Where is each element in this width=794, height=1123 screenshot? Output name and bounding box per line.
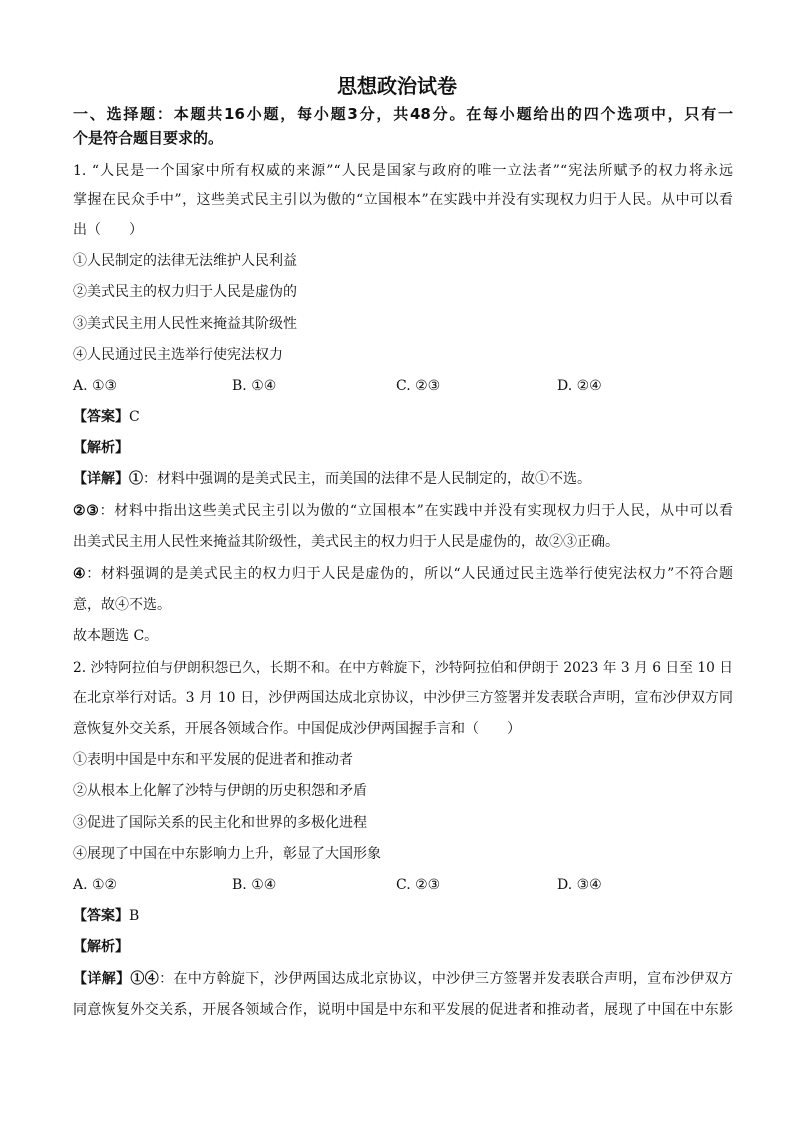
q1-stem-line-1: 1. “人民是一个国家中所有权威的来源”“人民是国家与政府的唯一立法者”“宪法所赋予的权力将永远 bbox=[73, 163, 733, 179]
q1-detail-text-5: 意，故④不选。 bbox=[73, 597, 171, 613]
q2-option-a: A. ①② bbox=[73, 877, 118, 893]
q2-stem-line-1: 2. 沙特阿拉伯与伊朗积怨已久，长期不和。在中方斡旋下，沙特阿拉伯和伊朗于 2023 年 3 月 6 日至 10 日 bbox=[73, 660, 733, 676]
q1-detail-text-4: ：材料强调的是美式民主的权力归于人民是虚伪的，所以“人民通过民主选举行使宪法权力”不符合题 bbox=[86, 566, 733, 582]
q1-detail-text-1: ：材料中强调的是美式民主，而美国的法律不是人民制定的，故①不选。 bbox=[143, 471, 591, 487]
q2-detail-tag-1: 【详解】①④ bbox=[73, 971, 160, 987]
q2-analysis-tag: 【解析】 bbox=[73, 939, 129, 955]
q1-conclusion: 故本题选 C。 bbox=[73, 628, 159, 644]
q1-detail-line-5 bbox=[73, 595, 733, 615]
q2-option-d: D. ③④ bbox=[557, 877, 602, 893]
q1-detail-line-4 bbox=[73, 564, 733, 584]
q1-option-b: B. ①④ bbox=[232, 378, 277, 394]
q1-detail-line-3 bbox=[73, 532, 733, 552]
q2-option-c: C. ②③ bbox=[396, 877, 441, 893]
q2-detail-line-1 bbox=[73, 969, 733, 989]
q2-item-3: ③促进了国际关系的民主化和世界的多极化进程 bbox=[73, 815, 367, 831]
q2-answer-tag: 【答案】 bbox=[73, 908, 129, 924]
q1-detail-line-2 bbox=[73, 501, 733, 521]
q2-option-b: B. ①④ bbox=[232, 877, 277, 893]
q1-detail-line-1 bbox=[73, 469, 733, 489]
q1-stem-line-3: 出（ ） bbox=[73, 222, 143, 238]
q1-detail-tag-1: 【详解】① bbox=[73, 471, 143, 487]
q1-detail-tag-2: ②③ bbox=[73, 503, 100, 519]
q2-detail-text-1: ：在中方斡旋下，沙伊两国达成北京协议，中沙伊三方签署并发表联合声明，宣布沙伊双方 bbox=[159, 971, 734, 987]
q2-answer bbox=[73, 906, 733, 926]
q2-item-4: ④展现了中国在中东影响力上升，彰显了大国形象 bbox=[73, 846, 381, 862]
section-heading-line-1: 一、选择题：本题共16小题，每小题3分，共48分。在每小题给出的四个选项中，只有一 bbox=[73, 105, 733, 123]
q1-option-c: C. ②③ bbox=[396, 378, 441, 394]
q1-detail-text-2: ：材料中指出这些美式民主引以为傲的“立国根本”在实践中并没有实现权力归于人民，从中可以看 bbox=[99, 503, 734, 519]
q1-stem-line-2: 掌握在民众手中”，这些美式民主引以为傲的“立国根本”在实践中并没有实现权力归于人民。从中可以看 bbox=[73, 192, 733, 208]
q2-stem-line-2: 在北京举行对话。3 月 10 日，沙伊两国达成北京协议，中沙伊三方签署并发表联合声明，宣布沙伊双方同 bbox=[73, 690, 733, 706]
q2-detail-text-2: 同意恢复外交关系，开展各领域合作，说明中国是中东和平发展的促进者和推动者，展现了中国在中东影 bbox=[73, 1002, 733, 1018]
q1-detail-text-3: 出美式民主用人民性来掩益其阶级性，美式民主的权力归于人民是虚伪的，故②③正确。 bbox=[73, 534, 619, 550]
section-heading-line-2: 个是符合题目要求的。 bbox=[73, 129, 224, 147]
q2-item-2: ②从根本上化解了沙特与伊朗的历史积怨和矛盾 bbox=[73, 783, 367, 799]
q2-stem-line-3: 意恢复外交关系，开展各领域合作。中国促成沙伊两国握手言和（ ） bbox=[73, 721, 521, 737]
q1-analysis-tag: 【解析】 bbox=[73, 440, 129, 456]
q1-item-2: ②美式民主的权力归于人民是虚伪的 bbox=[73, 284, 297, 300]
q2-detail-line-2 bbox=[73, 1000, 733, 1020]
q1-item-3: ③美式民主用人民性来掩益其阶级性 bbox=[73, 316, 297, 332]
q2-answer-value: B bbox=[129, 908, 140, 924]
q1-option-a: A. ①③ bbox=[73, 378, 118, 394]
q1-option-d: D. ②④ bbox=[557, 378, 602, 394]
q1-answer-tag: 【答案】 bbox=[73, 409, 129, 425]
q2-item-1: ①表明中国是中东和平发展的促进者和推动者 bbox=[73, 752, 353, 768]
q1-answer-value: C bbox=[129, 409, 140, 425]
q1-detail-tag-4: ④ bbox=[73, 566, 87, 582]
q1-item-1: ①人民制定的法律无法维护人民利益 bbox=[73, 253, 297, 269]
q1-item-4: ④人民通过民主选举行使宪法权力 bbox=[73, 347, 283, 363]
q1-answer bbox=[73, 407, 733, 427]
page-title: 思想政治试卷 bbox=[337, 74, 457, 98]
